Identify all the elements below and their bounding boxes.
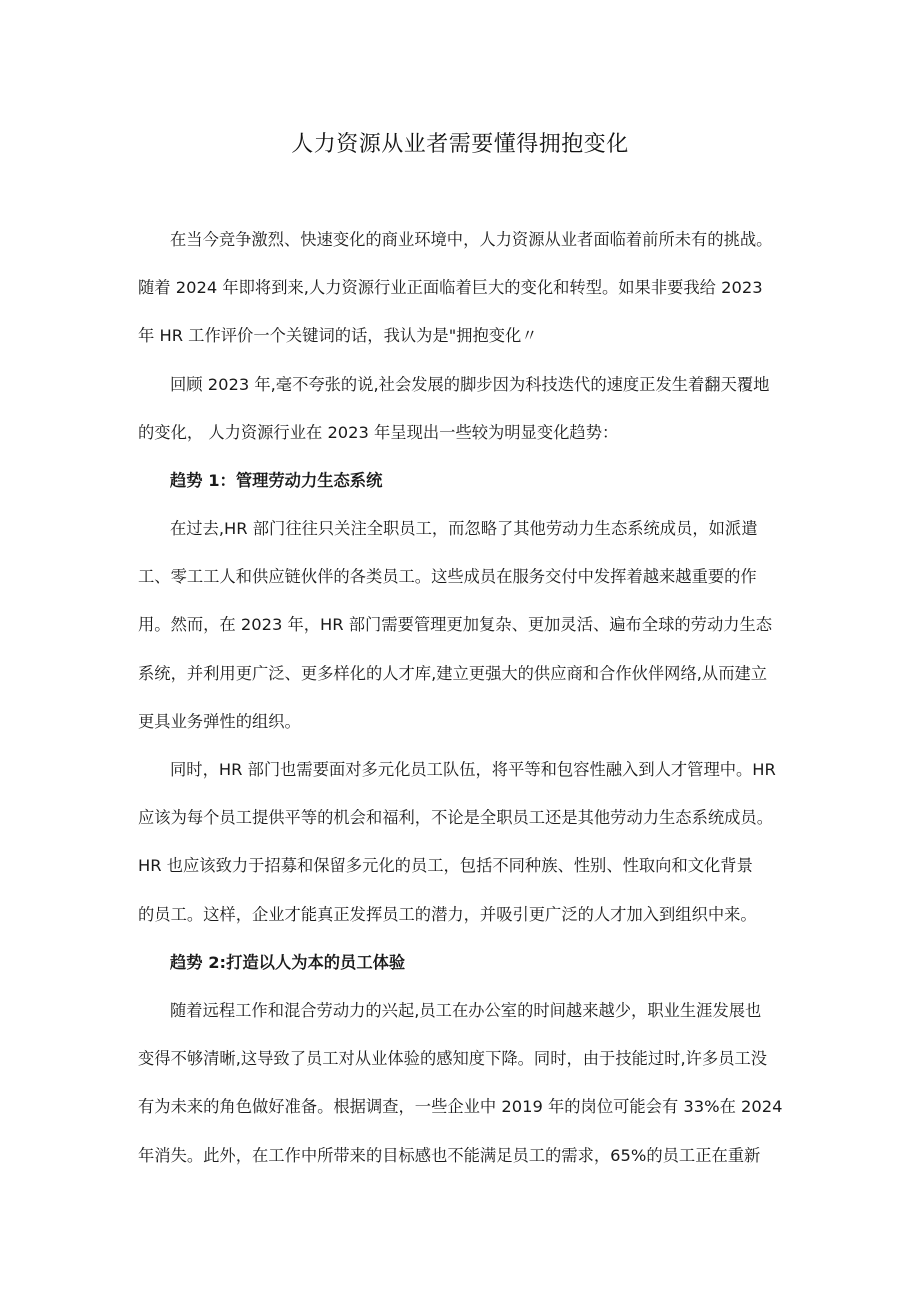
paragraph-line: 的变化， 人力资源行业在 2023 年呈现出一些较为明显变化趋势： [138, 423, 619, 442]
paragraph-line: 回顾 2023 年,毫不夸张的说,社会发展的脚步因为科技迭代的速度正发生着翻天覆地 [170, 375, 770, 394]
paragraph-line: 工、零工工人和供应链伙伴的各类员工。这些成员在服务交付中发挥着越来越重要的作 [138, 567, 757, 586]
paragraph-line: 更具业务弹性的组织。 [138, 712, 301, 731]
paragraph-line: 系统，并利用更广泛、更多样化的人才库,建立更强大的供应商和合作伙伴网络,从而建立 [138, 664, 768, 683]
paragraph-line: 应该为每个员工提供平等的机会和福利，不论是全职员工还是其他劳动力生态系统成员。 [138, 808, 773, 827]
paragraph-line: 有为未来的角色做好准备。根据调查，一些企业中 2019 年的岗位可能会有 33%在 2024 [138, 1097, 783, 1116]
paragraph-line: 的员工。这样，企业才能真正发挥员工的潜力，并吸引更广泛的人才加入到组织中来。 [138, 905, 757, 924]
paragraph-line: 同时，HR 部门也需要面对多元化员工队伍，将平等和包容性融入到人才管理中。HR [170, 760, 776, 779]
paragraph-line: 年 HR 工作评价一个关键词的话，我认为是"拥抱变化〃 [138, 326, 538, 345]
document-title: 人力资源从业者需要懂得拥抱变化 [291, 132, 629, 157]
section-heading: 趋势 1：管理劳动力生态系统 [170, 471, 383, 490]
paragraph-line: 在过去,HR 部门往往只关注全职员工，而忽略了其他劳动力生态系统成员，如派遣 [170, 519, 758, 538]
paragraph-line: 年消失。此外，在工作中所带来的目标感也不能满足员工的需求，65%的员工正在重新 [138, 1146, 761, 1165]
section-heading: 趋势 2:打造以人为本的员工体验 [170, 953, 406, 972]
paragraph-line: 随着远程工作和混合劳动力的兴起,员工在办公室的时间越来越少，职业生涯发展也 [170, 1001, 762, 1020]
paragraph-line: 在当今竞争激烈、快速变化的商业环境中，人力资源从业者面临着前所未有的挑战。 [170, 230, 773, 249]
paragraph-line: 用。然而，在 2023 年，HR 部门需要管理更加复杂、更加灵活、遍布全球的劳动力生态 [138, 615, 773, 634]
paragraph-line: HR 也应该致力于招募和保留多元化的员工，包括不同种族、性别、性取向和文化背景 [138, 856, 753, 875]
paragraph-line: 随着 2024 年即将到来,人力资源行业正面临着巨大的变化和转型。如果非要我给 2023 [138, 278, 763, 297]
paragraph-line: 变得不够清晰,这导致了员工对从业体验的感知度下降。同时，由于技能过时,许多员工没 [138, 1049, 768, 1068]
